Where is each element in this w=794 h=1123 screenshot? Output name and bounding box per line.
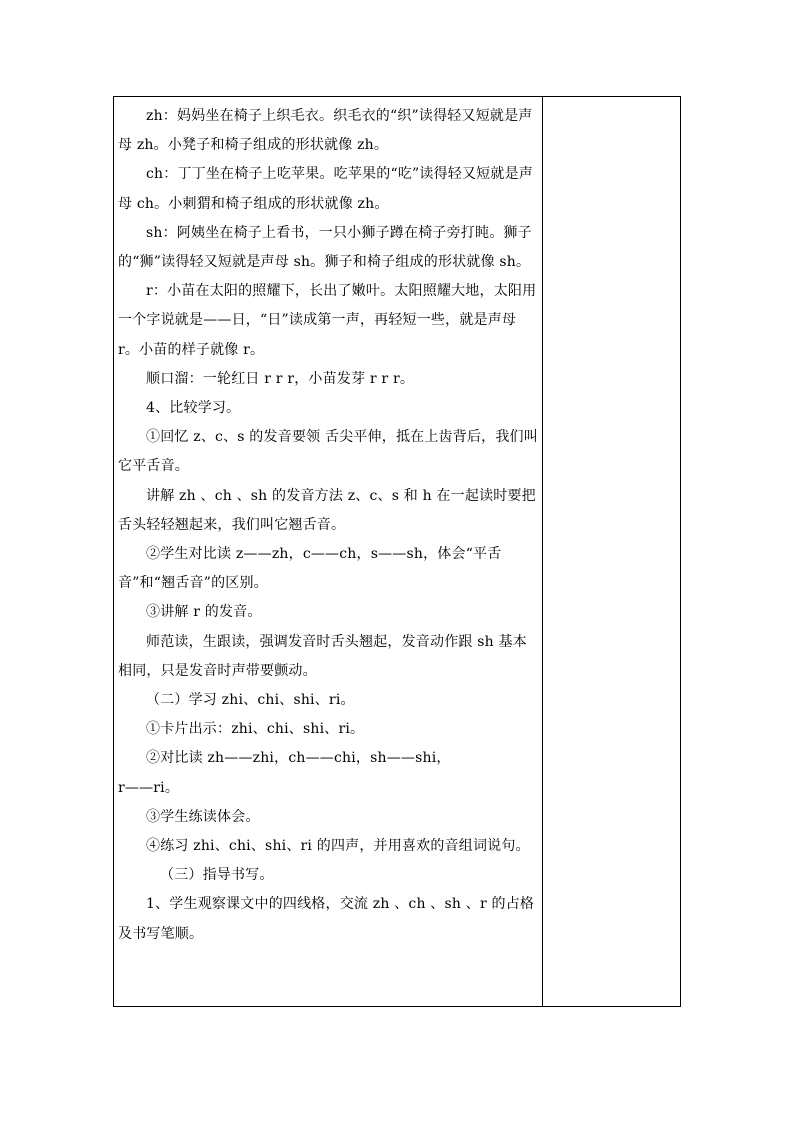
paragraph-explain-r: ③讲解 r 的发音。	[146, 604, 262, 621]
paragraph-four-tones: ④练习 zhi、chi、shi、ri 的四声，并用喜欢的音组词说句。	[146, 838, 530, 855]
paragraph-writing: 1、学生观察课文中的四线格，交流 zh 、ch 、sh 、r 的占格及书写笔顺。	[118, 896, 535, 942]
notes-cell	[543, 97, 680, 1006]
paragraph-rhyme: 顺口溜：一轮红日 r r r，小苗发芽 r r r。	[146, 370, 415, 387]
paragraph-contrast-read: ②学生对比读 z——zh，c——ch，s——sh，体会“平舌音”和“翘舌音”的区别。	[118, 546, 502, 592]
paragraph-teacher-read: 师范读，生跟读，强调发音时舌头翘起，发音动作跟 sh 基本相同，只是发音时声带要颤动。	[118, 633, 527, 679]
paragraph-r: r：小苗在太阳的照耀下，长出了嫩叶。太阳照耀大地，太阳用一个字说就是——日，“日”读成第一声，再轻短一些，就是声母 r。小苗的样子就像 r。	[118, 283, 537, 358]
lesson-table	[113, 96, 681, 1007]
paragraph-compare-heading: 4、比较学习。	[146, 400, 241, 417]
section-heading-two: （二）学习 zhi、chi、shi、ri。	[146, 692, 355, 709]
paragraph-contrast-syllables-cont: r——ri。	[118, 779, 180, 796]
paragraph-cards: ①卡片出示：zhi、chi、shi、ri。	[146, 721, 365, 738]
paragraph-ch: ch：丁丁坐在椅子上吃苹果。吃苹果的“吃”读得轻又短就是声母 ch。小刺猬和椅子组成的形状就像 zh。	[118, 166, 533, 212]
section-heading-three: （三）指导书写。	[160, 867, 274, 884]
paragraph-recall: ①回忆 z、c、s 的发音要领 舌尖平伸，抵在上齿背后，我们叫它平舌音。	[118, 429, 538, 475]
lesson-content-cell	[114, 97, 543, 1006]
paragraph-contrast-syllables: ②对比读 zh——zhi，ch——chi，sh——shi，	[146, 750, 451, 767]
paragraph-zh: zh：妈妈坐在椅子上织毛衣。织毛衣的“织”读得轻又短就是声母 zh。小凳子和椅子组成的形状就像 zh。	[118, 108, 533, 154]
paragraph-explain: 讲解 zh 、ch 、sh 的发音方法 z、c、s 和 h 在一起读时要把舌头轻轻翘起来，我们叫它翘舌音。	[118, 487, 536, 533]
paragraph-sh: sh：阿姨坐在椅子上看书，一只小狮子蹲在椅子旁打盹。狮子的“狮”读得轻又短就是声母 sh。狮子和椅子组成的形状就像 sh。	[118, 224, 532, 271]
paragraph-practice: ③学生练读体会。	[146, 808, 260, 825]
